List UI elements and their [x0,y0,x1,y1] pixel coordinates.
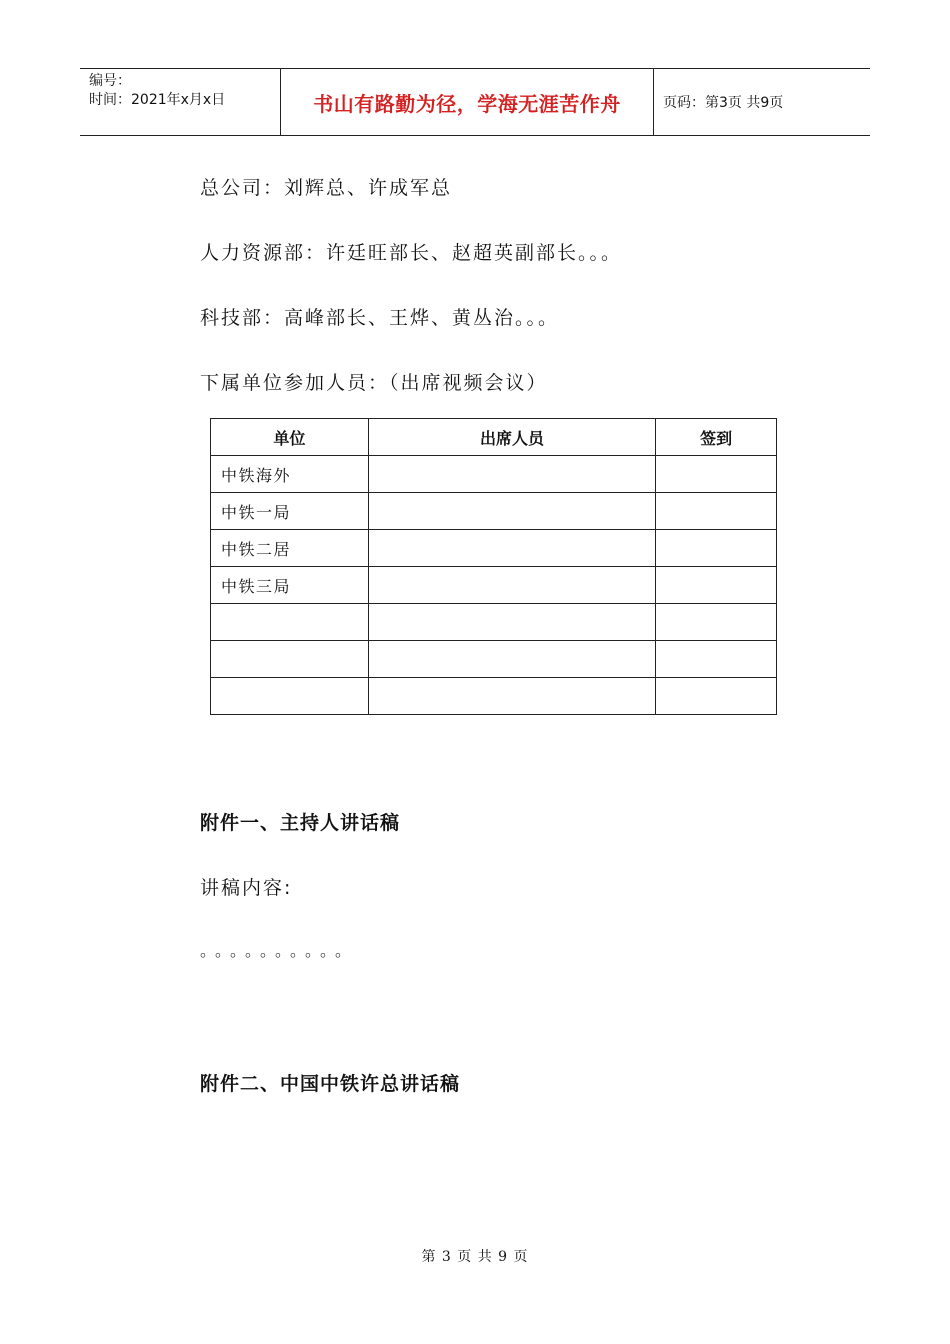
speech-placeholder-dots: 。。。。。。。。。。 [200,941,359,960]
hq-attendees: 总公司：刘辉总、许成军总 [200,177,453,199]
table-row [211,456,777,493]
table-row [211,530,777,567]
attendee-cell [368,530,655,567]
column-header-attendees: 出席人员 [368,419,655,456]
table-row [211,641,777,678]
table-row [211,678,777,715]
unit-cell [211,604,369,641]
signin-cell [656,567,777,604]
sub-units-heading: 下属单位参加人员：（出席视频会议） [200,372,548,394]
signin-cell [656,493,777,530]
serial-label: 编号： [89,73,131,89]
unit-cell: 中铁三局 [211,567,369,604]
signin-cell [656,530,777,567]
attachment-one-title: 附件一、主持人讲话稿 [200,812,401,834]
attendee-cell [368,493,655,530]
column-header-signin: 签到 [656,419,777,456]
tech-attendees: 科技部：高峰部长、王烨、黄丛治。。。 [200,307,560,329]
header-page-info: 页码：第3页 共9页 [663,95,784,111]
attendee-cell [368,456,655,493]
attachment-two-title: 附件二、中国中铁许总讲话稿 [200,1073,461,1095]
unit-cell [211,641,369,678]
signin-cell [656,641,777,678]
table-row [211,567,777,604]
page-header [80,68,870,136]
signin-cell [656,678,777,715]
attendee-cell [368,567,655,604]
unit-cell: 中铁一局 [211,493,369,530]
signin-cell [656,604,777,641]
unit-cell: 中铁海外 [211,456,369,493]
attendee-cell [368,678,655,715]
hr-attendees: 人力资源部：许廷旺部长、赵超英副部长。。。 [200,242,623,264]
unit-cell: 中铁二居 [211,530,369,567]
header-motto: 书山有路勤为径，学海无涯苦作舟 [281,69,654,135]
table-header-row [211,419,777,456]
attendance-table [210,418,777,715]
speech-content-label: 讲稿内容: [200,877,293,899]
attendee-cell [368,604,655,641]
table-row [211,493,777,530]
signin-cell [656,456,777,493]
column-header-unit: 单位 [211,419,369,456]
table-row [211,604,777,641]
unit-cell [211,678,369,715]
time-text: 时间：2021年x月x日 [89,92,226,108]
attendee-cell [368,641,655,678]
header-meta [80,69,281,135]
page-footer: 第 3 页 共 9 页 [421,1249,529,1265]
